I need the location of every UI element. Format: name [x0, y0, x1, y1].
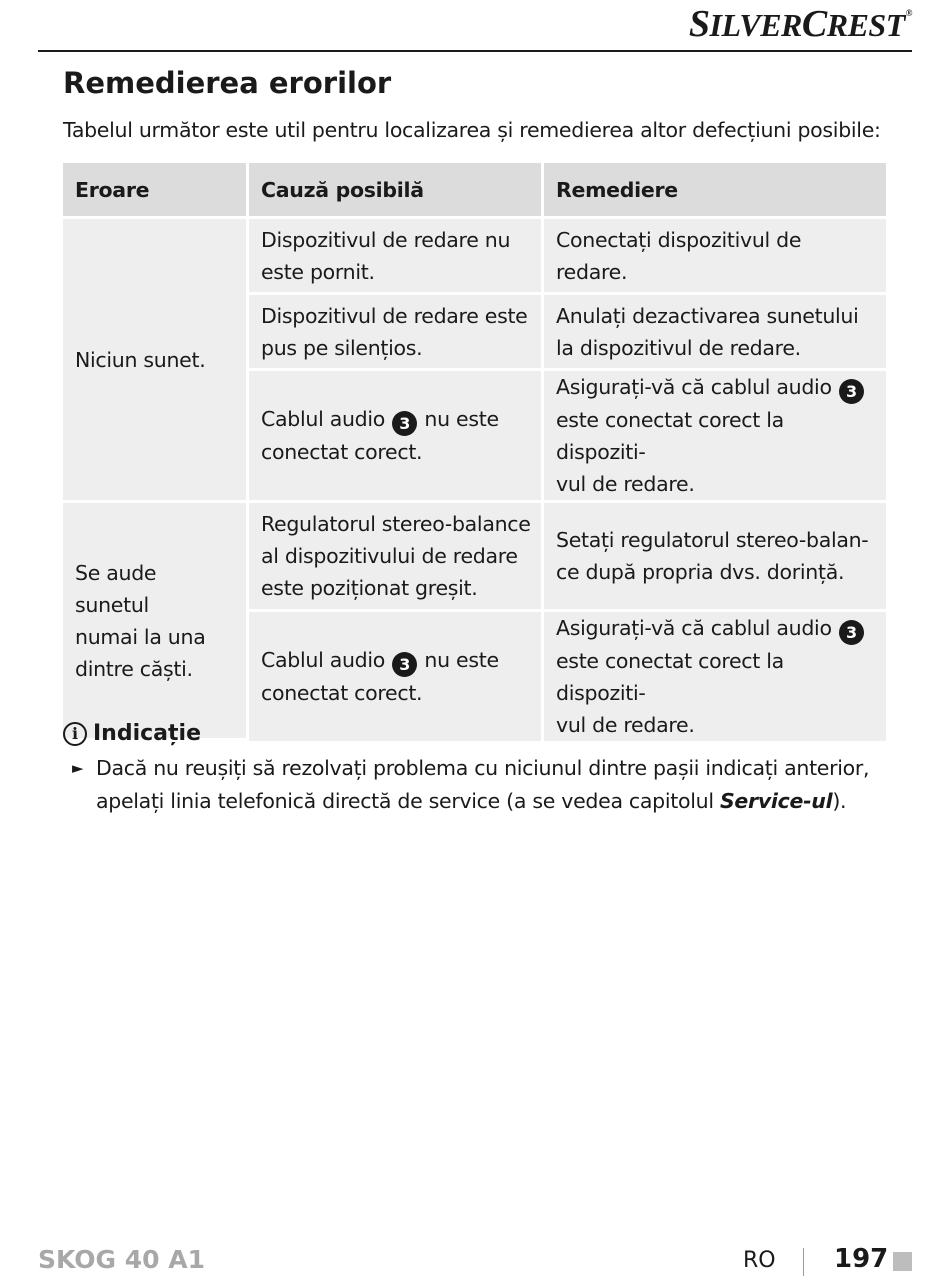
note-text — [96, 752, 892, 818]
note-heading — [63, 721, 201, 746]
cause-text: nu este conectat corect. — [261, 648, 499, 705]
remedy-text: Asigurați-vă că cablul audio — [556, 375, 838, 399]
cause-text: nu este conectat corect. — [261, 407, 499, 464]
remedy-text: Conectați dispozitivul de redare. — [556, 227, 802, 284]
note-text-part: ). — [832, 789, 847, 813]
cause-text: Dispozitivul de redare este pus pe silențios. — [261, 303, 528, 360]
note-title: Indicație — [93, 721, 202, 746]
remedy-cell — [544, 295, 886, 371]
remedy-text: Setați regulatorul stereo-balan- ce după propria dvs. dorință. — [556, 528, 869, 584]
remedy-text: este conectat corect la dispoziti- vul de redare. — [556, 649, 784, 737]
table-row — [63, 219, 886, 295]
remedy-cell — [544, 219, 886, 295]
note-body — [72, 752, 892, 818]
remedy-cell — [544, 371, 886, 503]
error-text: Se aude sunetul numai la una dintre căști. — [75, 560, 206, 681]
page-number: 197 — [834, 1244, 889, 1274]
cause-cell — [249, 295, 544, 371]
cause-text: Dispozitivul de redare nu este pornit. — [261, 227, 511, 284]
cause-cell — [249, 612, 544, 741]
footer-divider — [803, 1248, 804, 1276]
error-cell — [63, 219, 249, 503]
footer-language: RO — [743, 1248, 776, 1273]
cause-text: Regulatorul stereo-balance al dispozitivului de redare este poziționat greșit. — [261, 512, 531, 600]
part-number-badge: 3 — [839, 379, 864, 404]
header-rule — [38, 50, 912, 52]
remedy-text: Asigurați-vă că cablul audio — [556, 616, 838, 640]
cause-cell — [249, 503, 544, 612]
error-text: Niciun sunet. — [75, 347, 206, 372]
info-icon: i — [63, 722, 87, 746]
bullet-arrow-icon: ► — [72, 759, 84, 777]
part-number-badge: 3 — [392, 411, 417, 436]
page-title: Remedierea erorilor — [63, 66, 392, 100]
part-number-badge: 3 — [392, 652, 417, 677]
remedy-cell — [544, 503, 886, 612]
troubleshooting-table — [63, 163, 886, 741]
table-header-row — [63, 163, 886, 219]
error-cell — [63, 503, 249, 741]
header-remedy: Remediere — [544, 163, 886, 219]
cause-cell — [249, 371, 544, 503]
cause-text: Cablul audio — [261, 648, 392, 672]
header-error: Eroare — [63, 163, 249, 219]
brand-logo: SILVERCREST® — [688, 3, 912, 45]
remedy-cell — [544, 612, 886, 741]
header-cause: Cauză posibilă — [249, 163, 544, 219]
cause-cell — [249, 219, 544, 295]
cause-text: Cablul audio — [261, 407, 392, 431]
part-number-badge: 3 — [839, 620, 864, 645]
service-chapter-ref: Service-ul — [719, 789, 833, 813]
table-row — [63, 503, 886, 612]
intro-text: Tabelul următor este util pentru localizarea și remedierea altor defecțiuni posibile: — [63, 118, 881, 142]
footer-square-mark — [893, 1252, 912, 1271]
footer-model: SKOG 40 A1 — [38, 1245, 205, 1274]
remedy-text: Anulați dezactivarea sunetului la dispozitivul de redare. — [556, 303, 859, 360]
note-text-part: Dacă nu reușiți să rezolvați problema cu niciunul dintre pașii indicați anterior, apelați linia telefonică directă de service (a se vedea capitolul — [96, 756, 870, 813]
remedy-text: este conectat corect la dispoziti- vul de redare. — [556, 408, 784, 496]
